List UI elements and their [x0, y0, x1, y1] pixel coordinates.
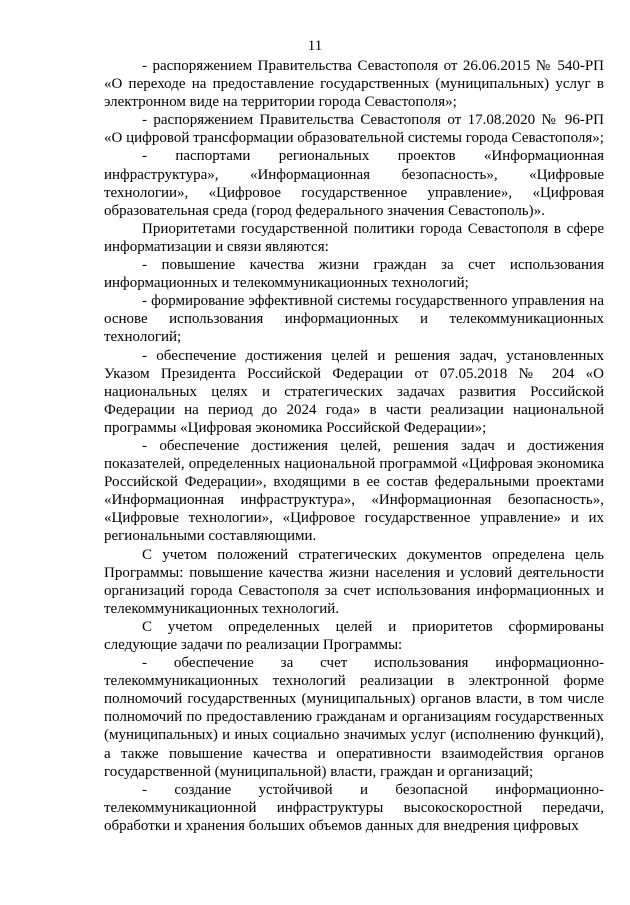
paragraph-priority-decree-204: - обеспечение достижения целей и решения задач, установленных Указом Президента Российской Федерации от 07.05.2018 № 204 «О национальных целях и стратегических задачах развития Российской Федерации на период до 2024 года» в части реализации национальной программы «Цифровая экономика Российской Федерации»;	[104, 347, 604, 436]
page-number: 11	[307, 38, 323, 54]
paragraph-priority-governance: - формирование эффективной системы государственного управления на основе использования информационных и телекоммуникационных технологий;	[104, 293, 604, 346]
paragraph-regional-projects: - паспортами региональных проектов «Информационная инфраструктура», «Информационная безопасность», «Цифровые технологии», «Цифровое государственное управление», «Цифровая образовательная среда (город федерального значения Севастополь)».	[104, 148, 604, 219]
paragraph-task-electronic-services: - обеспечение за счет использования информационно-телекоммуникационных технологий реализации в электронной форме полномочий государственных (муниципальных) органов власти, в том числе полномочий по предоставлению гражданам и организациям государственных (муниципальных) и иных социально значимых услуг (исполнению функций), а также повышение качества и оперативности взаимодействия органов государственной (муниципальной) власти, граждан и организаций;	[104, 655, 604, 780]
paragraph-task-infrastructure: - создание устойчивой и безопасной информационно-телекоммуникационной инфраструктуры высокоскоростной передачи, обработки и хранения больших объемов данных для внедрения цифровых	[104, 781, 604, 834]
paragraph-priority-national-program: - обеспечение достижения целей, решения задач и достижения показателей, определенных национальной программой «Цифровая экономика Российской Федерации», входящими в ее состав федеральными проектами «Информационная инфраструктура», «Информационная безопасность», «Цифровые технологии», «Цифровое государственное управление» и их региональными составляющими.	[104, 437, 604, 545]
document-body	[104, 57, 604, 835]
paragraph-program-goal: С учетом положений стратегических документов определена цель Программы: повышение качества жизни населения и условий деятельности организаций города Севастополя за счет использования информационных и телекоммуникационных технологий.	[104, 546, 604, 617]
paragraph-decree-96-rp: - распоряжением Правительства Севастополя от 17.08.2020 № 96-РП «О цифровой трансформации образовательной системы города Севастополя»;	[104, 112, 604, 147]
paragraph-decree-540-rp: - распоряжением Правительства Севастополя от 26.06.2015 № 540-РП «О переходе на предоставление государственных (муниципальных) услуг в электронном виде на территории города Севастополя»;	[104, 58, 604, 111]
paragraph-priority-quality-of-life: - повышение качества жизни граждан за счет использования информационных и телекоммуникационных технологий;	[104, 257, 604, 292]
paragraph-priorities-intro: Приоритетами государственной политики города Севастополя в сфере информатизации и связи являются:	[104, 220, 604, 255]
paragraph-tasks-intro: С учетом определенных целей и приоритетов сформированы следующие задачи по реализации Программы:	[104, 618, 604, 653]
